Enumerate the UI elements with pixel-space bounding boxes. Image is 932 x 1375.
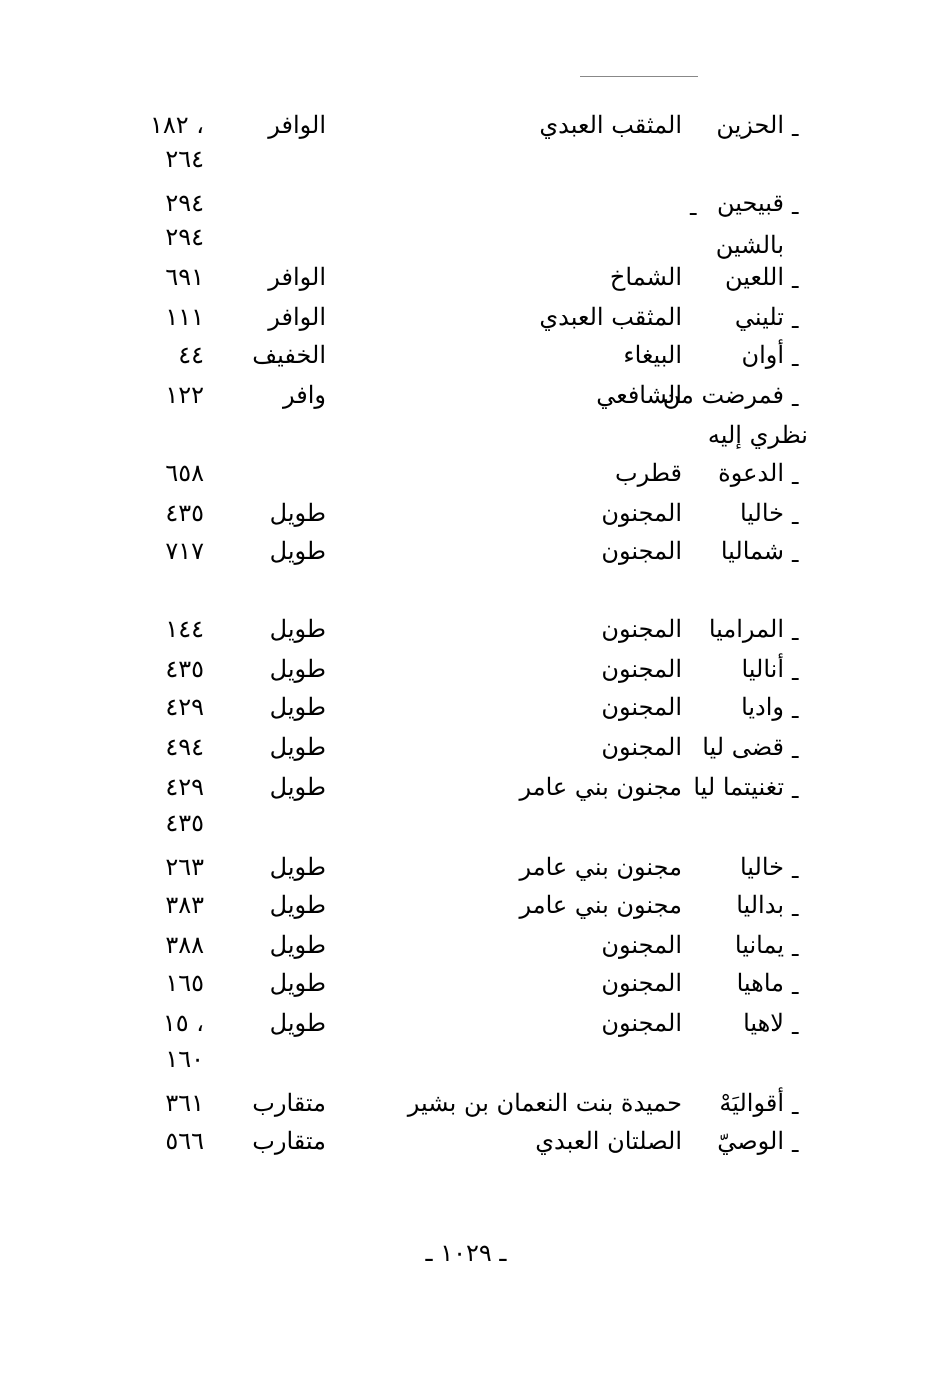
rhyme-word: نظري إليه [707,421,808,449]
poet-name: المجنون [601,499,682,527]
page-reference: ٣٨٨ [165,931,204,959]
entry-dash: ـ [792,1095,799,1120]
page-reference: ٤٣٥ [165,655,204,683]
rhyme-word: أوان [741,341,784,369]
entry-dash: ـ [792,937,799,962]
entry-dash: ـ [792,347,799,372]
meter-name: طويل [269,655,326,683]
index-row [0,300,932,336]
index-row [0,850,932,886]
page-reference: ٣٨٣ [165,891,204,919]
page-reference: ١٤٤ [165,615,204,643]
page-reference: ٤٩٤ [165,733,204,761]
page-reference: ٦٩١ [165,263,204,291]
rhyme-word: الدعوة [718,459,784,487]
entry-dash: ـ [792,309,799,334]
meter-name: طويل [269,733,326,761]
index-row [0,730,932,766]
entry-dash: ـ [792,897,799,922]
meter-name: متقارب [252,1127,326,1155]
meter-name: طويل [269,615,326,643]
meter-name: طويل [269,773,326,801]
page-reference: ٤٢٩ [165,693,204,721]
index-row [0,928,932,964]
page-reference: ١٦٥ [165,969,204,997]
rhyme-word: أناليا [741,655,784,683]
index-row [0,966,932,1002]
poet-name: المجنون [601,1009,682,1037]
meter-name: الوافر [268,263,326,291]
rhyme-word: فمرضت من [662,381,784,409]
meter-name: الوافر [268,303,326,331]
entry-dash: ـ [792,739,799,764]
poet-name: حميدة بنت النعمان بن بشير [407,1089,682,1117]
page-reference: ٢٦٣ [165,853,204,881]
index-row [0,456,932,492]
poet-name: المجنون [601,931,682,959]
meter-name: وافر [283,381,326,409]
rhyme-word: قضى ليا [702,733,784,761]
rhyme-word: الوصيّ [717,1127,784,1155]
rhyme-word: تليني [734,303,784,331]
index-row [0,652,932,688]
page-reference: ٣٦١ [165,1089,204,1117]
page-number: ـ ١٠٢٩ ـ [425,1239,507,1267]
page-reference: ٧١٧ [165,537,204,565]
index-row [0,690,932,726]
index-row [0,108,932,144]
entry-dash: ـ [792,779,799,804]
meter-name: طويل [269,891,326,919]
rhyme-word: خاليا [739,499,784,527]
index-row [0,338,932,374]
page-reference: ١٥ ، [162,1009,204,1037]
poet-name: المجنون [601,733,682,761]
page-reference: ١٦٠ [165,1045,204,1073]
index-row [0,1086,932,1122]
page-footer [0,1236,932,1270]
page-reference: ٤٣٥ [165,499,204,527]
entry-dash: ـ [792,195,799,220]
rhyme-word: لاهيا [743,1009,784,1037]
meter-name: متقارب [252,1089,326,1117]
meter-name: طويل [269,693,326,721]
meter-name: الوافر [268,111,326,139]
rhyme-word: واديا [741,693,784,721]
page-reference: ٤٢٩ [165,773,204,801]
index-row [0,378,932,414]
rhyme-word: خاليا [739,853,784,881]
index-row [0,220,932,259]
index-row [0,142,932,178]
entry-dash: ـ [792,543,799,568]
entry-dash: ـ [792,621,799,646]
index-row [0,534,932,570]
index-row [0,1042,932,1078]
entry-dash: ـ [792,859,799,884]
rhyme-word: يمانيا [734,931,784,959]
top-rule [580,76,698,77]
rhyme-word: تغنيتما ليا [693,773,784,801]
page-reference: ٤٤ [178,341,204,369]
entry-dash: ـ [792,699,799,724]
poet-name: قطرب [615,459,682,487]
rhyme-word: شماليا [720,537,784,565]
index-row [0,260,932,296]
rhyme-word: قبيحين [717,189,784,217]
poet-name: المجنون [601,537,682,565]
poet-name: الشافعي [596,381,682,409]
meter-name: طويل [269,1009,326,1037]
rhyme-word: أقواليَهْ [719,1089,784,1117]
poet-name: البيغاء [623,341,682,369]
page-reference: ٤٣٥ [165,809,204,837]
entry-dash: ـ [792,269,799,294]
entry-dash: ـ [792,1133,799,1158]
meter-name: طويل [269,853,326,881]
index-row [0,888,932,924]
meter-name: طويل [269,499,326,527]
meter-name: طويل [269,969,326,997]
poet-name: مجنون بني عامر [519,891,682,919]
poet-name: الصلتان العبدي [535,1127,682,1155]
poet-name: مجنون بني عامر [519,853,682,881]
rhyme-word: المراميا [708,615,784,643]
poet-name: المثقب العبدي [539,303,682,331]
meter-name: طويل [269,931,326,959]
rhyme-word: بداليا [736,891,784,919]
page-reference: ٦٥٨ [165,459,204,487]
page-reference: ١١١ [165,303,204,331]
index-row [0,186,932,222]
entry-dash: ـ [792,387,799,412]
entry-dash: ـ [792,975,799,1000]
poet-name: المجنون [601,655,682,683]
page-reference: ٢٦٤ [165,145,204,173]
rhyme-word: اللعين [724,263,784,291]
page-reference: ١٢٢ [165,381,204,409]
page-reference: ١٨٢ ، [149,111,204,139]
entry-dash: ـ [792,661,799,686]
poet-name: المجنون [601,615,682,643]
page-reference: ٢٩٤ [165,223,204,251]
page-reference: ٢٩٤ [165,189,204,217]
entry-dash: ـ [792,117,799,142]
page-reference: ٥٦٦ [165,1127,204,1155]
index-row [0,806,932,842]
index-row [0,1006,932,1042]
rhyme-word: بالشين [715,231,784,259]
entry-dash: ـ [792,465,799,490]
poet-name: مجنون بني عامر [519,773,682,801]
meter-name: طويل [269,537,326,565]
index-row [0,770,932,806]
poet-name: المثقب العبدي [539,111,682,139]
rhyme-word: الحزين [716,111,784,139]
poet-name: المجنون [601,969,682,997]
rhyme-word: ماهيا [736,969,784,997]
index-row [0,496,932,532]
poet-name: المجنون [601,693,682,721]
meter-name: الخفيف [252,341,326,369]
entry-dash: ـ [792,1015,799,1040]
poet-name: الشماخ [609,263,682,291]
entry-dash: ـ [792,505,799,530]
stray-dash-mark: ـ [690,196,697,221]
index-row [0,418,932,454]
index-row [0,612,932,648]
index-row [0,1124,932,1160]
